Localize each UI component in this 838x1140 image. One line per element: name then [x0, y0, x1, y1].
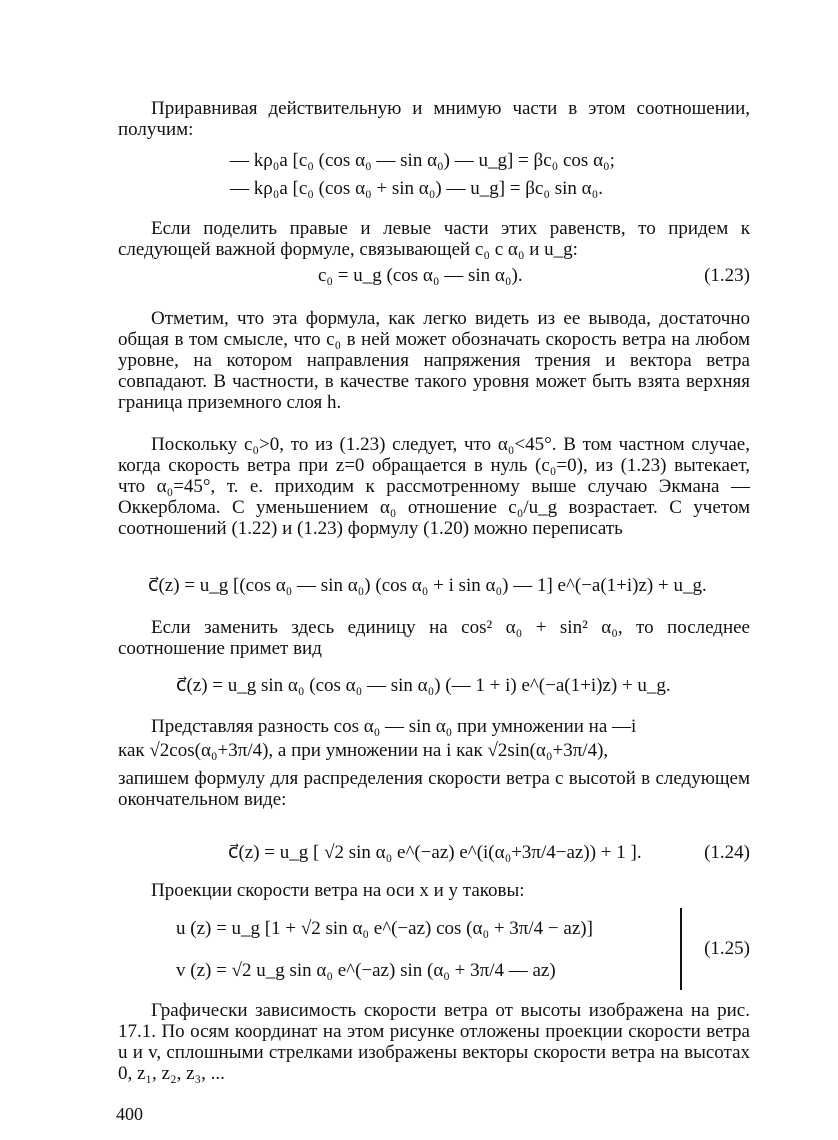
equation-number-1-23: (1.23) [704, 265, 750, 286]
paragraph-graph: Графически зависимость скорости ветра от высоты изображена на рис. 17.1. По осям координат на этом рисунке отложены проекции скорости ветра u и v, сплошными стрелками изображены векторы скорости ветра на высотах 0, z₁, z₂, z₃, ... [118, 1000, 750, 1084]
equation-1-24: c⃗(z) = u_g [ √2 sin α₀ e^(−az) e^(i(α₀+3π/4−az)) + 1 ]. [228, 842, 642, 863]
equation-1-23: c₀ = u_g (cos α₀ — sin α₀). [318, 265, 523, 286]
equation-number-1-25: (1.25) [704, 938, 750, 959]
page-number: 400 [116, 1104, 143, 1124]
paragraph-projections: Проекции скорости ветра на оси x и y таковы: [151, 880, 525, 901]
paragraph-since: Поскольку c₀>0, то из (1.23) следует, что α₀<45°. В том частном случае, когда скорость ветра при z=0 обращается в нуль (c₀=0), из (1.23) вытекает, что α₀=45°, т. е. приходим к рассмотренному выше случаю Экмана — Оккерблома. С уменьшением α₀ отношение c₀/u_g возрастает. С учетом соотношений (1.22) и (1.23) формулу (1.20) можно переписать [118, 434, 750, 539]
paragraph-represent-line2: как √2cos(α₀+3π/4), а при умножении на i как √2sin(α₀+3π/4), [118, 740, 609, 761]
paragraph-represent-line3: запишем формулу для распределения скорости ветра с высотой в следующем окончательном виде: [118, 768, 750, 810]
equation-u-component: u (z) = u_g [1 + √2 sin α₀ e^(−az) cos (α₀ + 3π/4 − az)] [176, 918, 593, 939]
paragraph-intro: Приравнивая действительную и мнимую части в этом соотношении, получим: [118, 98, 750, 140]
paragraph-replace: Если заменить здесь единицу на cos² α₀ + sin² α₀, то последнее соотношение примет вид [118, 617, 750, 659]
equation-v-component: v (z) = √2 u_g sin α₀ e^(−az) sin (α₀ + 3π/4 — az) [176, 960, 556, 981]
system-brace [668, 908, 682, 990]
equation-imaginary-part: — kρ₀a [c₀ (cos α₀ + sin α₀) — u_g] = βc₀ sin α₀. [230, 178, 603, 199]
paragraph-note: Отметим, что эта формула, как легко видеть из ее вывода, достаточно общая в том смысле, что c₀ в ней может обозначать скорость ветра на любом уровне, на котором направления напряжения трения и вектора ветра совпадают. В частности, в качестве такого уровня может быть взята верхняя граница приземного слоя h. [118, 308, 750, 413]
equation-wind-velocity-alt: c⃗(z) = u_g sin α₀ (cos α₀ — sin α₀) (— 1 + i) e^(−a(1+i)z) + u_g. [176, 675, 671, 696]
paragraph-divide: Если поделить правые и левые части этих равенств, то придем к следующей важной формуле, связывающей c₀ с α₀ и u_g: [118, 218, 750, 260]
equation-real-part: — kρ₀a [c₀ (cos α₀ — sin α₀) — u_g] = βc₀ cos α₀; [230, 150, 615, 171]
equation-wind-velocity: c⃗(z) = u_g [(cos α₀ — sin α₀) (cos α₀ + i sin α₀) — 1] e^(−a(1+i)z) + u_g. [148, 575, 707, 596]
equation-number-1-24: (1.24) [704, 842, 750, 863]
paragraph-represent-line1: Представляя разность cos α₀ — sin α₀ при умножении на —i [151, 716, 637, 737]
